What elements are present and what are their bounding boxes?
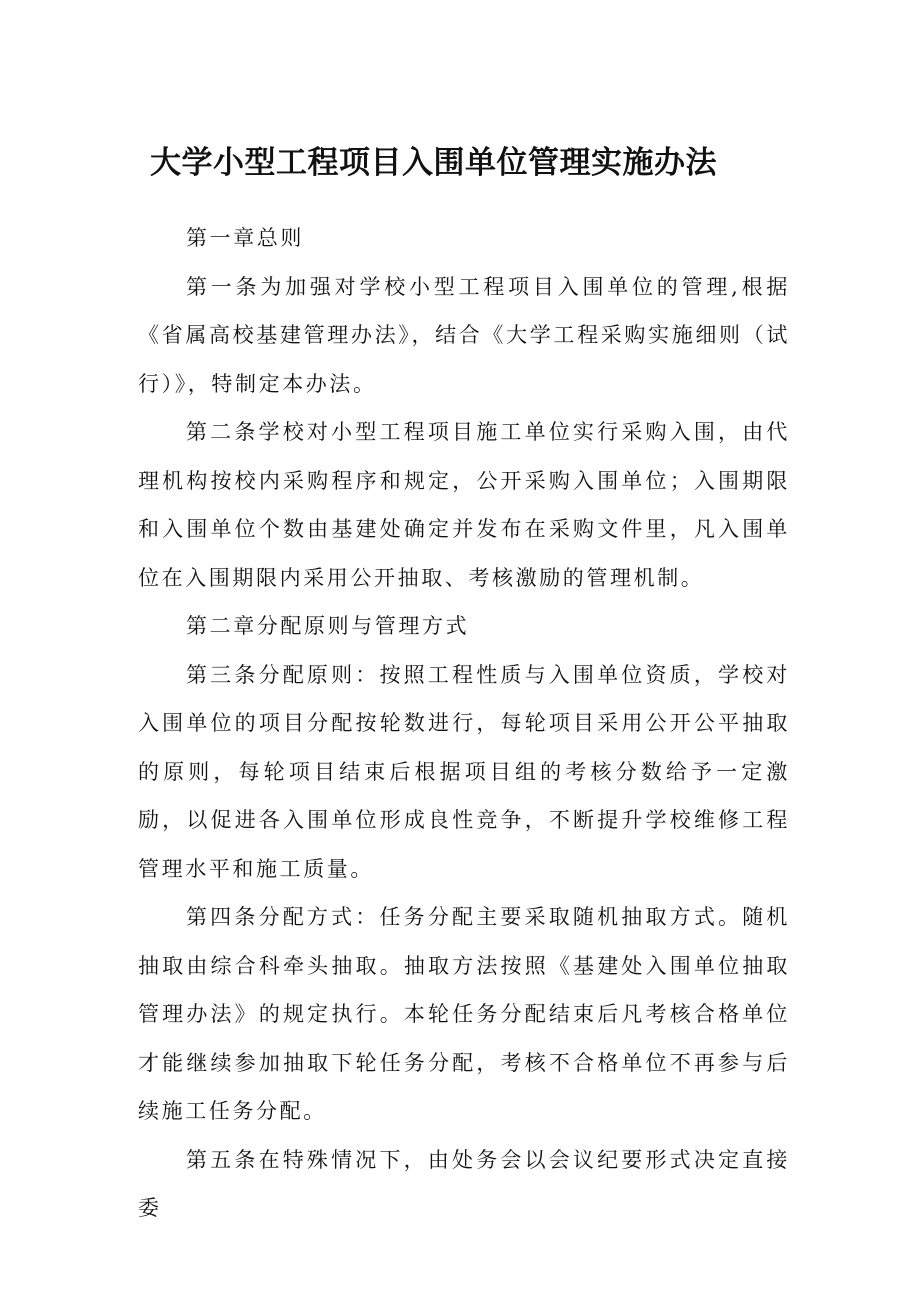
article-3: 第三条分配原则：按照工程性质与入围单位资质，学校对入围单位的项目分配按轮数进行，每轮项目采用公开公平抽取的原则，每轮项目结束后根据项目组的考核分数给予一定激励，以促进各入围单位形成良性竞争，不断提升学校维修工程管理水平和施工质量。 [138,662,790,881]
article-4: 第四条分配方式：任务分配主要采取随机抽取方式。随机抽取由综合科牵头抽取。抽取方法按照《基建处入围单位抽取管理办法》的规定执行。本轮任务分配结束后凡考核合格单位才能继续参加抽取下轮任务分配，考核不合格单位不再参与后续施工任务分配。 [138,905,790,1123]
document-title: 大学小型工程项目入围单位管理实施办法 [150,145,717,181]
chapter-heading-1: 第一章总则 [186,226,304,250]
chapter-heading-2: 第二章分配原则与管理方式 [186,614,470,638]
article-1: 第一条为加强对学校小型工程项目入围单位的管理,根据《省属高校基建管理办法》，结合《大学工程采购实施细则（试行）》，特制定本办法。 [138,274,790,396]
article-5: 第五条在特殊情况下，由处务会以会议纪要形式决定直接委 [138,1147,790,1220]
document-body [138,214,790,1233]
article-2: 第二条学校对小型工程项目施工单位实行采购入围，由代理机构按校内采购程序和规定，公开采购入围单位；入围期限和入围单位个数由基建处确定并发布在采购文件里，凡入围单位在入围期限内采用公开抽取、考核激励的管理机制。 [138,420,790,590]
